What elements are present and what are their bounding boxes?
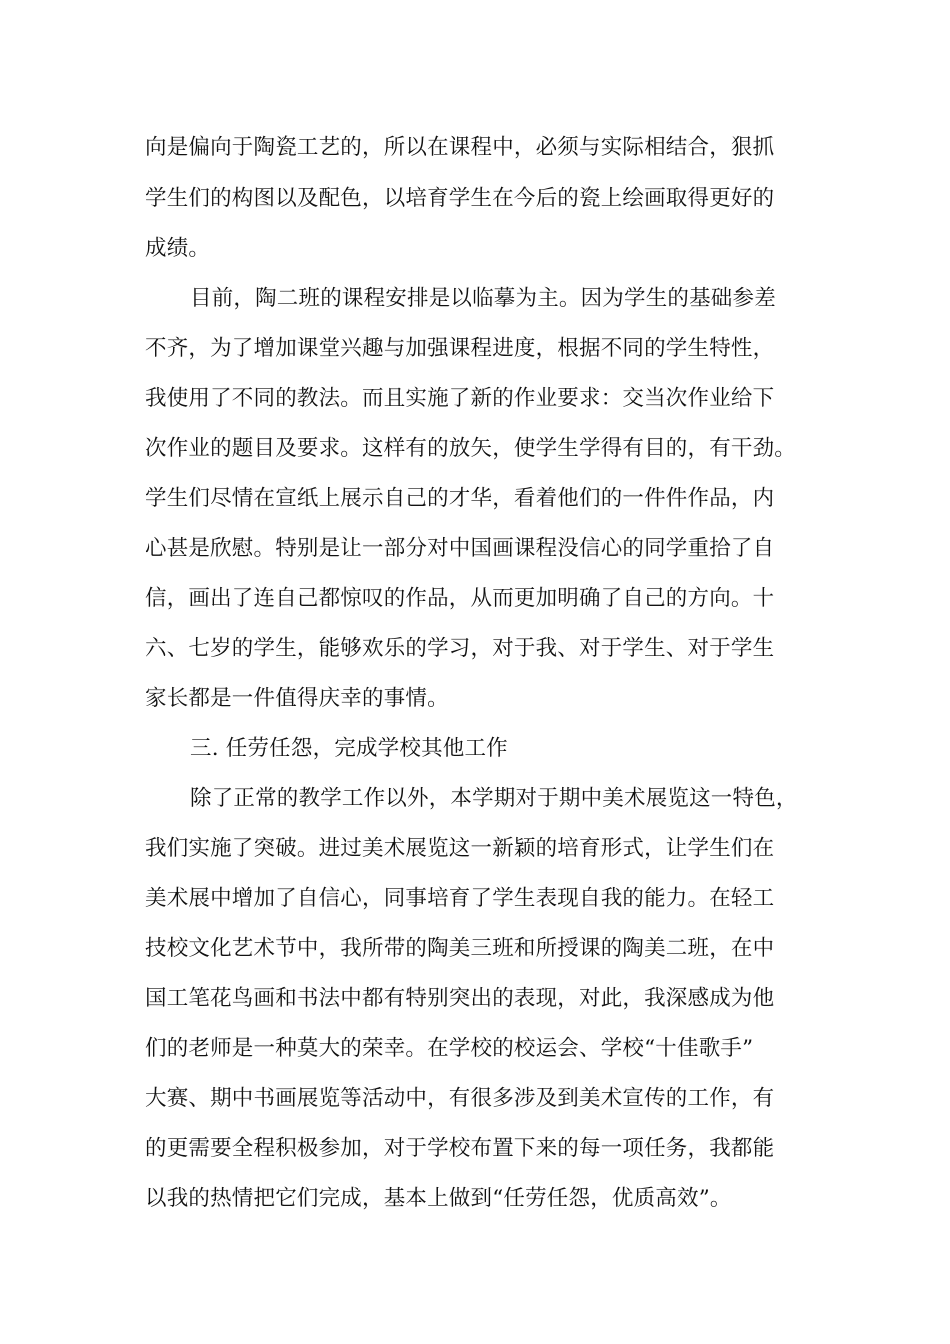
paragraph-start-line: 除了正常的教学工作以外，本学期对于期中美术展览这一特色， xyxy=(190,786,798,811)
text-line: 家长都是一件值得庆幸的事情。 xyxy=(145,686,449,711)
text-line: 们的老师是一种莫大的荣幸。在学校的校运会、学校“十佳歌手” xyxy=(145,1036,754,1061)
text-line: 向是偏向于陶瓷工艺的，所以在课程中，必须与实际相结合，狠抓 xyxy=(145,135,775,160)
text-line: 技校文化艺术节中，我所带的陶美三班和所授课的陶美二班，在中 xyxy=(145,936,775,961)
section-heading: 三. 任劳任怨，完成学校其他工作 xyxy=(190,736,508,761)
text-line: 不齐，为了增加课堂兴趣与加强课程进度，根据不同的学生特性， xyxy=(145,336,775,361)
text-line: 以我的热情把它们完成，基本上做到“任劳任怨，优质高效”。 xyxy=(145,1186,732,1211)
text-line: 心甚是欣慰。特别是让一部分对中国画课程没信心的同学重拾了自 xyxy=(145,536,775,561)
paragraph-start-line: 目前，陶二班的课程安排是以临摹为主。因为学生的基础参差 xyxy=(190,286,776,311)
text-line: 的更需要全程积极参加，对于学校布置下来的每一项任务，我都能 xyxy=(145,1136,775,1161)
text-line: 学生们尽情在宣纸上展示自己的才华，看着他们的一件件作品，内 xyxy=(145,486,775,511)
text-line: 我使用了不同的教法。而且实施了新的作业要求：交当次作业给下 xyxy=(145,386,775,411)
text-line: 成绩。 xyxy=(145,236,211,261)
text-line: 国工笔花鸟画和书法中都有特别突出的表现，对此，我深感成为他 xyxy=(145,986,775,1011)
text-line: 美术展中增加了自信心，同事培育了学生表现自我的能力。在轻工 xyxy=(145,886,775,911)
text-line: 次作业的题目及要求。这样有的放矢，使学生学得有目的，有干劲。 xyxy=(145,436,797,461)
text-line: 学生们的构图以及配色，以培育学生在今后的瓷上绘画取得更好的 xyxy=(145,186,775,211)
text-line: 信，画出了连自己都惊叹的作品，从而更加明确了自己的方向。十 xyxy=(145,586,775,611)
text-line: 我们实施了突破。进过美术展览这一新颖的培育形式，让学生们在 xyxy=(145,836,775,861)
text-line: 六、七岁的学生，能够欢乐的学习，对于我、对于学生、对于学生 xyxy=(145,636,775,661)
text-line: 大赛、期中书画展览等活动中，有很多涉及到美术宣传的工作，有 xyxy=(145,1086,775,1111)
